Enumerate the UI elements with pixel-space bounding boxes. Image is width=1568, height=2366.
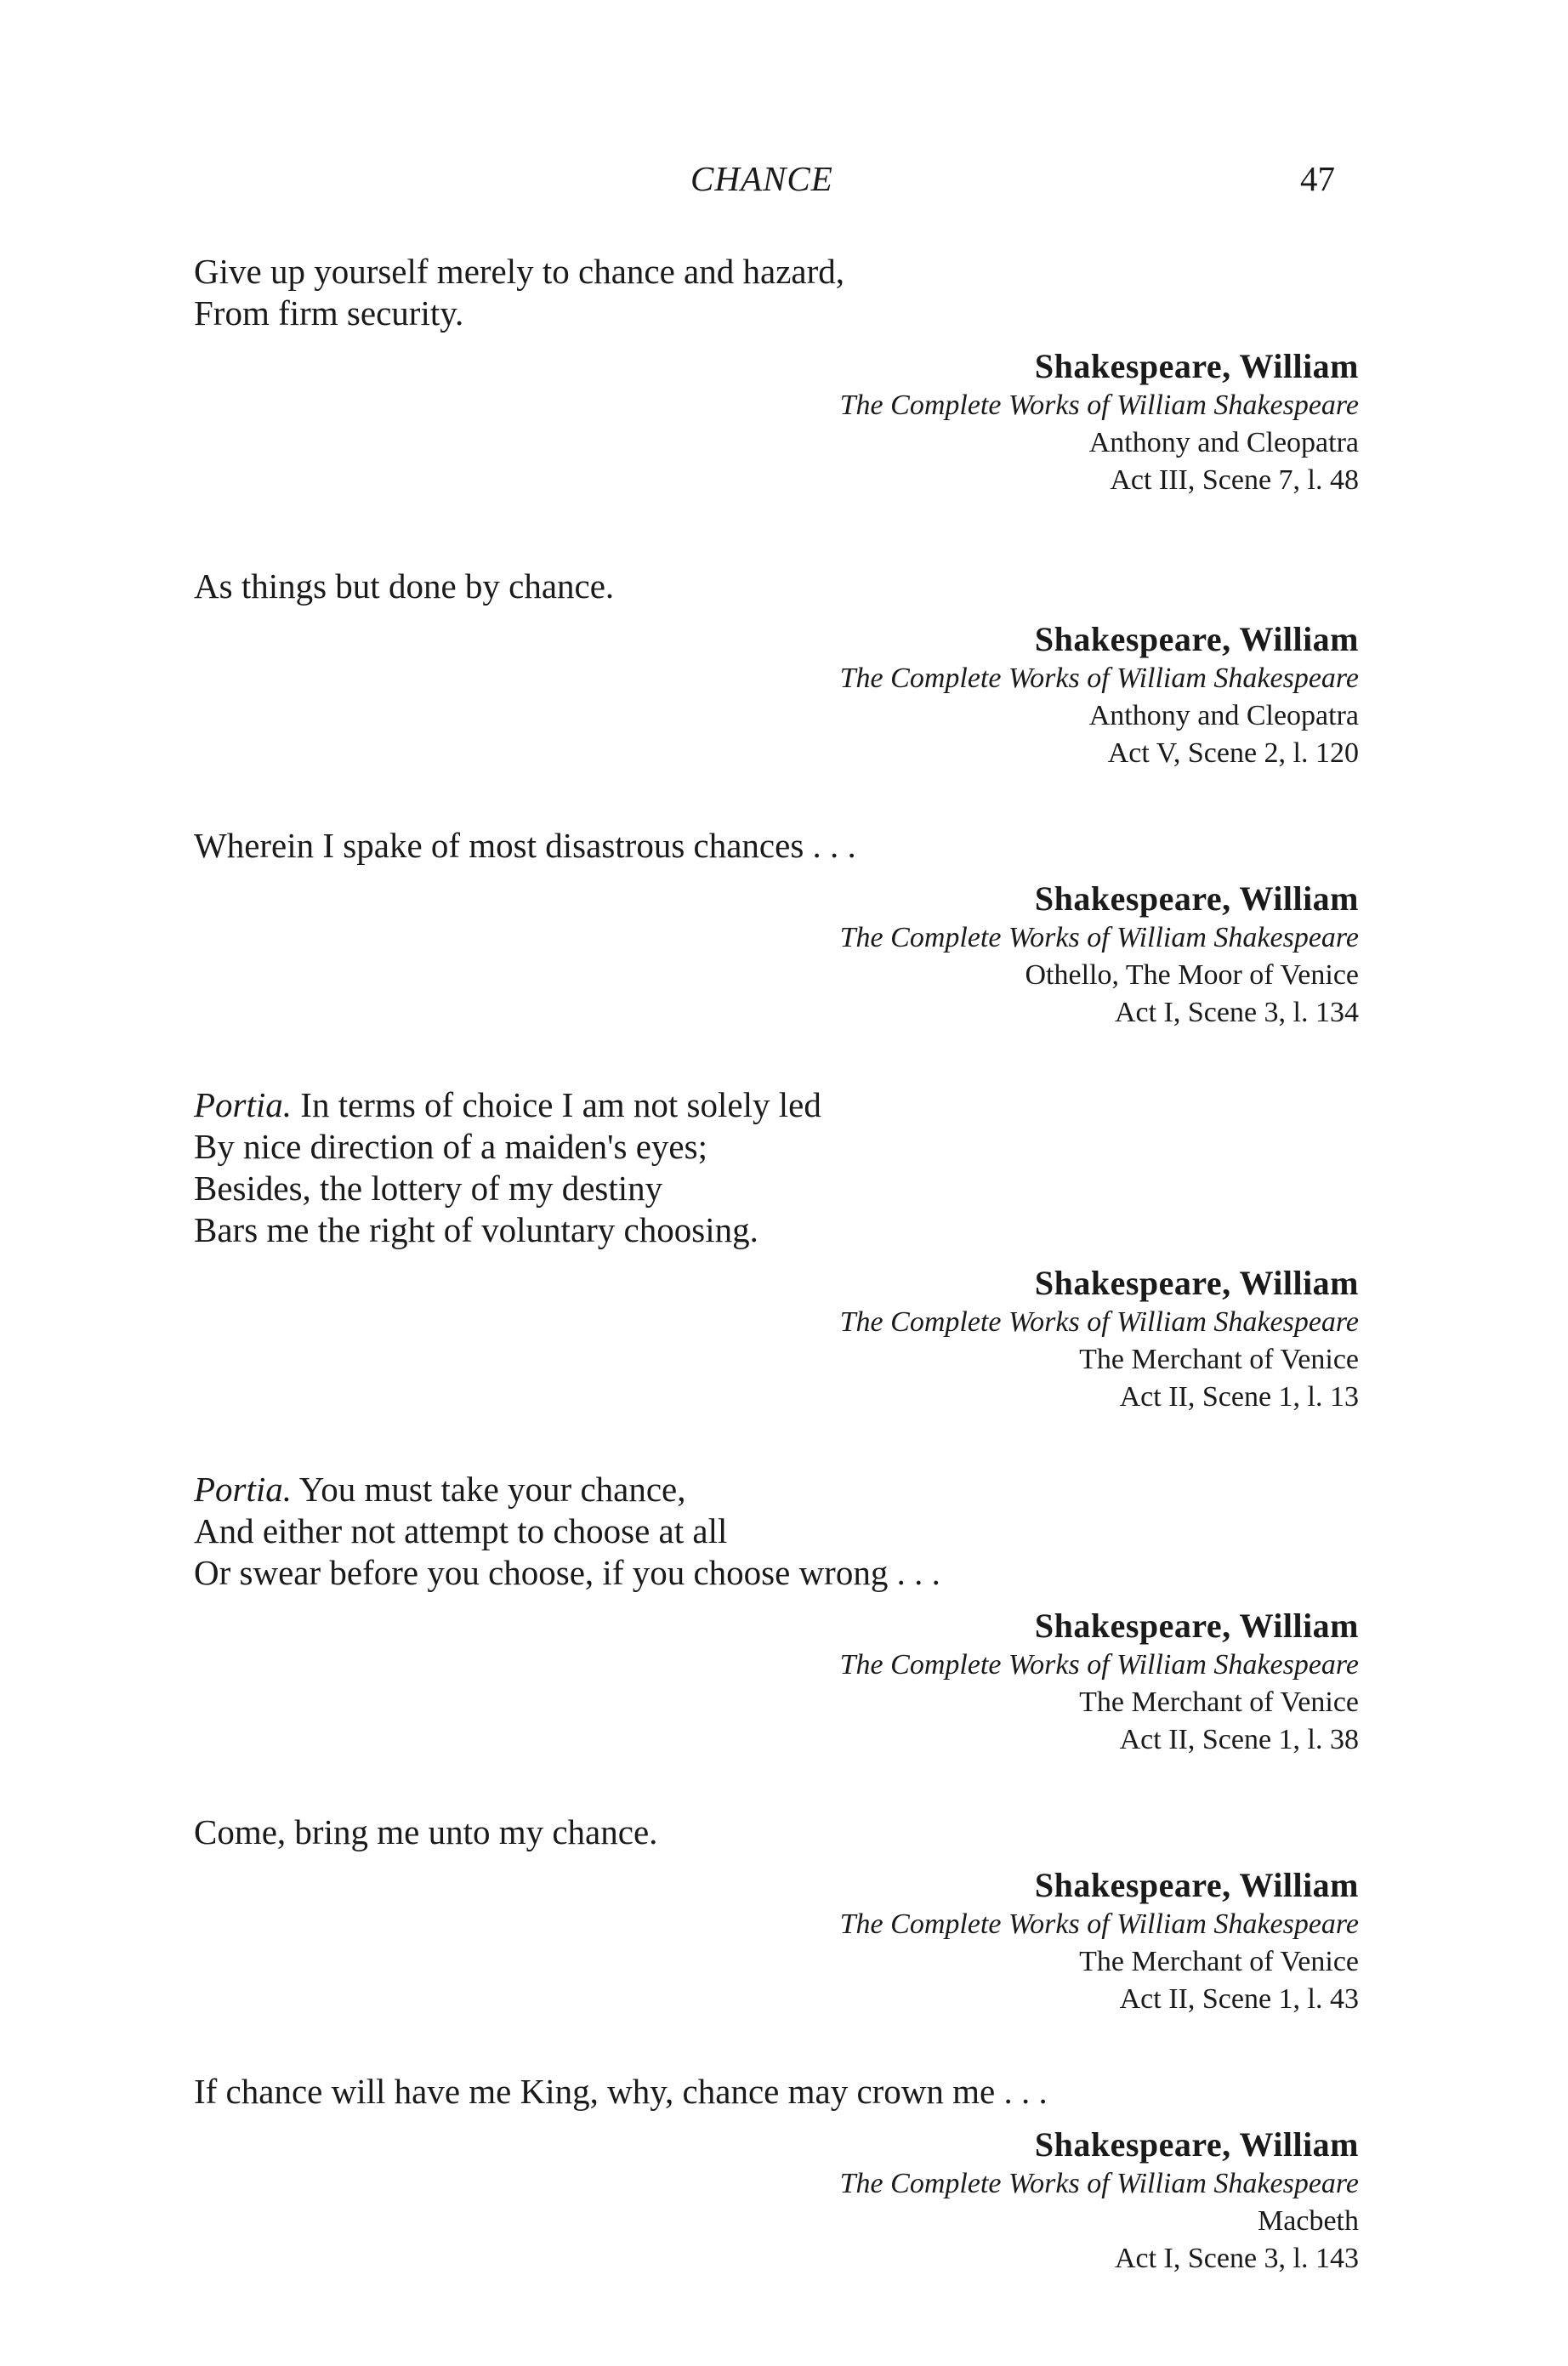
quote-line — [194, 251, 1359, 293]
citation-play: Anthony and Cleopatra — [1088, 427, 1359, 458]
citation — [194, 346, 1359, 499]
quotation-entry — [194, 251, 1359, 499]
citation-play: The Merchant of Venice — [1079, 1946, 1359, 1977]
citation-work: The Complete Works of William Shakespeare — [839, 1908, 1359, 1940]
citation-work: The Complete Works of William Shakespeare — [839, 922, 1359, 953]
citation-work: The Complete Works of William Shakespeare — [839, 2168, 1359, 2199]
citation-location: Act V, Scene 2, l. 120 — [1107, 737, 1359, 769]
citation — [194, 1865, 1359, 2018]
citation-author: Shakespeare, William — [1034, 2125, 1359, 2164]
quote-line — [194, 1168, 1359, 1209]
speaker-name: Portia. — [194, 1470, 293, 1509]
quote-text — [194, 2071, 1359, 2113]
quote-line-text: In terms of choice I am not solely led — [292, 1085, 821, 1124]
quote-line — [194, 825, 1359, 867]
citation-location: Act I, Scene 3, l. 143 — [1114, 2243, 1359, 2274]
citation — [194, 879, 1359, 1032]
citation-location: Act II, Scene 1, l. 43 — [1119, 1983, 1359, 2015]
quote-line-text: Give up yourself merely to chance and hazard, — [194, 252, 845, 291]
quotation-entry — [194, 1811, 1359, 2018]
page-header — [0, 158, 1568, 209]
citation-work: The Complete Works of William Shakespeare — [839, 390, 1359, 421]
quotation-entry — [194, 1084, 1359, 1416]
quote-line-text: Wherein I spake of most disastrous chances . . . — [194, 826, 856, 865]
citation-play: The Merchant of Venice — [1079, 1686, 1359, 1718]
quote-text — [194, 1469, 1359, 1594]
running-head: CHANCE — [690, 159, 833, 198]
citation — [194, 1263, 1359, 1416]
citation — [194, 2124, 1359, 2278]
quote-line-text: You must take your chance, — [292, 1470, 686, 1509]
quotation-list — [194, 251, 1359, 2330]
citation-author: Shakespeare, William — [1034, 1866, 1359, 1904]
citation — [194, 1606, 1359, 1759]
citation-work: The Complete Works of William Shakespeare — [839, 1306, 1359, 1338]
citation-play: Anthony and Cleopatra — [1088, 700, 1359, 731]
quote-line — [194, 1811, 1359, 1853]
quote-line — [194, 1126, 1359, 1168]
quote-text — [194, 251, 1359, 334]
citation-location: Act I, Scene 3, l. 134 — [1114, 997, 1359, 1028]
citation-author: Shakespeare, William — [1034, 1607, 1359, 1645]
quote-line-text: Or swear before you choose, if you choose wrong . . . — [194, 1553, 940, 1592]
citation-author: Shakespeare, William — [1034, 879, 1359, 918]
quote-line-text: As things but done by chance. — [194, 566, 615, 606]
quotation-entry — [194, 2071, 1359, 2278]
citation-work: The Complete Works of William Shakespeare — [839, 1649, 1359, 1681]
quote-text — [194, 825, 1359, 867]
citation-location: Act II, Scene 1, l. 38 — [1119, 1724, 1359, 1755]
citation-author: Shakespeare, William — [1034, 347, 1359, 385]
citation-location: Act III, Scene 7, l. 48 — [1110, 464, 1359, 496]
quotation-entry — [194, 825, 1359, 1032]
speaker-name: Portia. — [194, 1085, 293, 1124]
quote-line — [194, 566, 1359, 607]
citation-author: Shakespeare, William — [1034, 620, 1359, 658]
citation — [194, 619, 1359, 772]
page-number: 47 — [1300, 159, 1335, 198]
quote-line — [194, 293, 1359, 334]
citation-play: The Merchant of Venice — [1079, 1344, 1359, 1375]
quote-line-text: From firm security. — [194, 293, 464, 333]
quote-line — [194, 1469, 1359, 1510]
quote-line — [194, 1084, 1359, 1126]
quote-line-text: Besides, the lottery of my destiny — [194, 1169, 663, 1208]
quote-text — [194, 1811, 1359, 1853]
quote-line-text: Bars me the right of voluntary choosing. — [194, 1210, 758, 1249]
quote-line — [194, 1552, 1359, 1594]
citation-play: Macbeth — [1258, 2205, 1359, 2237]
quotation-entry — [194, 1469, 1359, 1759]
quote-line-text: And either not attempt to choose at all — [194, 1511, 728, 1550]
quote-line-text: By nice direction of a maiden's eyes; — [194, 1127, 707, 1166]
quote-line-text: Come, bring me unto my chance. — [194, 1812, 658, 1851]
quote-text — [194, 566, 1359, 607]
citation-work: The Complete Works of William Shakespeare — [839, 663, 1359, 694]
citation-play: Othello, The Moor of Venice — [1025, 959, 1359, 991]
quote-text — [194, 1084, 1359, 1251]
citation-author: Shakespeare, William — [1034, 1264, 1359, 1302]
quotation-entry — [194, 566, 1359, 772]
quote-line — [194, 1510, 1359, 1552]
citation-location: Act II, Scene 1, l. 13 — [1119, 1381, 1359, 1413]
quote-line — [194, 2071, 1359, 2113]
quote-line-text: If chance will have me King, why, chance may crown me . . . — [194, 2072, 1048, 2111]
quote-line — [194, 1209, 1359, 1251]
